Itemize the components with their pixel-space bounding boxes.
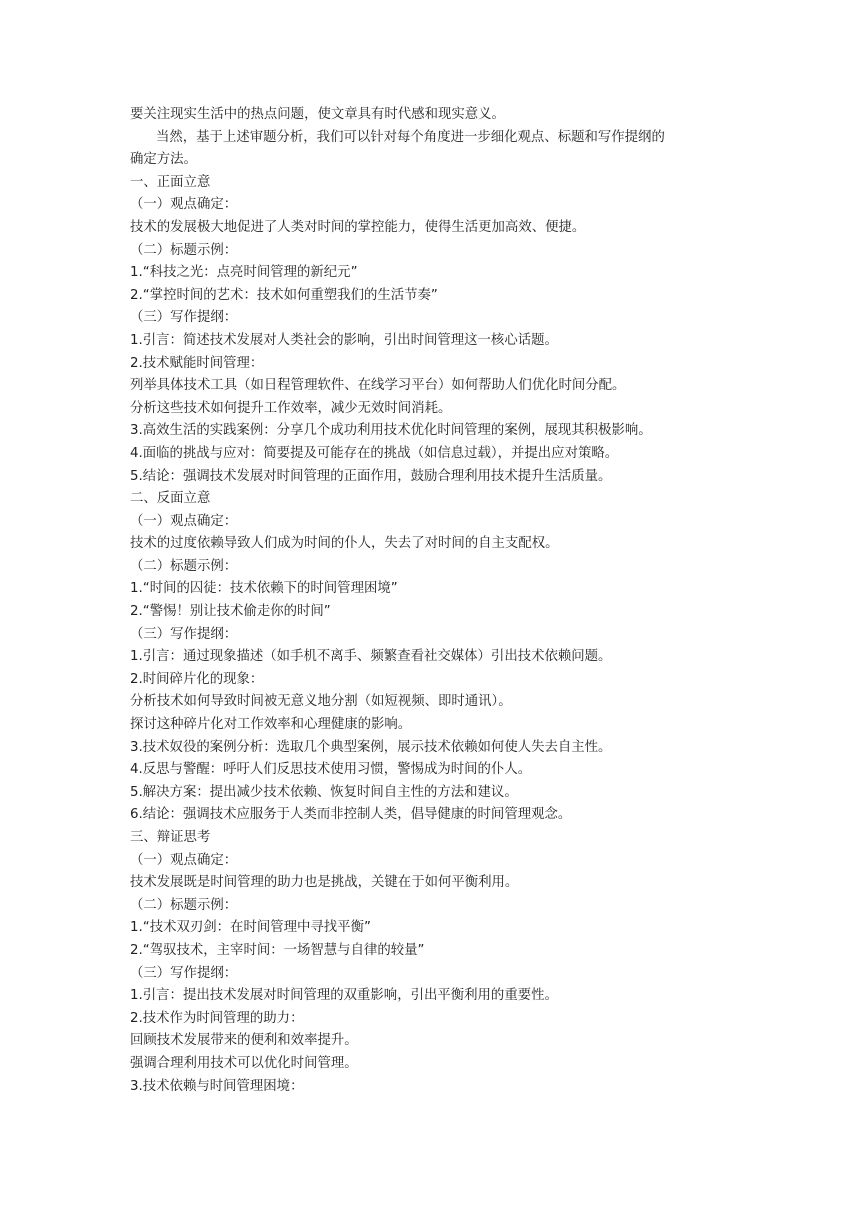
subsection-heading: （三）写作提纲： <box>130 965 238 981</box>
list-item: 1.“技术双刃剑：在时间管理中寻找平衡” <box>130 920 371 936</box>
paragraph-line: 要关注现实生活中的热点问题，使文章具有时代感和现实意义。 <box>130 107 505 122</box>
list-item: 2.“掌控时间的艺术：技术如何重塑我们的生活节奏” <box>130 287 438 303</box>
list-item: 2.技术赋能时间管理： <box>130 355 264 371</box>
list-item: 1.引言：提出技术发展对时间管理的双重影响，引出平衡利用的重要性。 <box>130 988 558 1004</box>
subsection-heading: （一）观点确定： <box>130 513 238 529</box>
list-item: 4.反思与警醒：呼吁人们反思技术使用习惯，警惕成为时间的仆人。 <box>130 762 532 778</box>
section-heading: 三、辩证思考 <box>130 830 211 845</box>
list-item: 2.“警惕！别让技术偷走你的时间” <box>130 604 331 620</box>
subsection-heading: （三）写作提纲： <box>130 626 238 642</box>
section-heading: 二、反面立意 <box>130 491 211 507</box>
paragraph-line: 技术的过度依赖导致人们成为时间的仆人，失去了对时间的自主支配权。 <box>130 536 559 552</box>
list-item: 2.时间碎片化的现象： <box>130 671 264 687</box>
list-item: 5.结论：强调技术发展对时间管理的正面作用，鼓励合理利用技术提升生活质量。 <box>130 468 612 484</box>
paragraph-line: 回顾技术发展带来的便利和效率提升。 <box>130 1033 358 1049</box>
list-item: 5.解决方案：提出减少技术依赖、恢复时间自主性的方法和建议。 <box>130 784 518 800</box>
section-heading: 一、正面立意 <box>130 174 211 190</box>
paragraph-line: 分析技术如何导致时间被无意义地分割（如短视频、即时通讯）。 <box>130 694 512 710</box>
paragraph-line: 强调合理利用技术可以优化时间管理。 <box>130 1055 358 1071</box>
subsection-heading: （二）标题示例： <box>130 897 238 913</box>
list-item: 6.结论：强调技术应服务于人类而非控制人类，倡导健康的时间管理观念。 <box>130 807 572 823</box>
list-item: 1.“科技之光：点亮时间管理的新纪元” <box>130 265 358 281</box>
subsection-heading: （一）观点确定： <box>130 197 238 213</box>
list-item: 1.引言：通过现象描述（如手机不离手、频繁查看社交媒体）引出技术依赖问题。 <box>130 649 612 665</box>
subsection-heading: （三）写作提纲： <box>130 310 238 326</box>
paragraph-line: 技术发展既是时间管理的助力也是挑战，关键在于如何平衡利用。 <box>130 875 519 891</box>
list-item: 2.技术作为时间管理的助力： <box>130 1010 304 1026</box>
list-item: 2.“驾驭技术，主宰时间：一场智慧与自律的较量” <box>130 942 425 958</box>
paragraph-line: 分析这些技术如何提升工作效率，减少无效时间消耗。 <box>130 400 452 416</box>
document-body <box>130 104 735 1098</box>
subsection-heading: （一）观点确定： <box>130 852 238 868</box>
subsection-heading: （二）标题示例： <box>130 242 238 258</box>
paragraph-line: 探讨这种碎片化对工作效率和心理健康的影响。 <box>130 717 412 733</box>
paragraph-line: 当然，基于上述审题分析，我们可以针对每个角度进一步细化观点、标题和写作提纲的 <box>156 129 665 145</box>
list-item: 3.高效生活的实践案例：分享几个成功利用技术优化时间管理的案例，展现其积极影响。 <box>130 423 652 439</box>
list-item: 1.“时间的囚徒：技术依赖下的时间管理困境” <box>130 581 398 597</box>
list-item: 3.技术依赖与时间管理困境： <box>130 1078 304 1094</box>
paragraph-line: 技术的发展极大地促进了人类对时间的掌控能力，使得生活更加高效、便捷。 <box>130 219 586 235</box>
paragraph-line: 确定方法。 <box>130 152 197 168</box>
paragraph-line: 列举具体技术工具（如日程管理软件、在线学习平台）如何帮助人们优化时间分配。 <box>130 378 626 394</box>
subsection-heading: （二）标题示例： <box>130 558 238 574</box>
list-item: 3.技术奴役的案例分析：选取几个典型案例，展示技术依赖如何使人失去自主性。 <box>130 739 612 755</box>
list-item: 4.面临的挑战与应对：简要提及可能存在的挑战（如信息过载），并提出应对策略。 <box>130 445 619 461</box>
list-item: 1.引言：简述技术发展对人类社会的影响，引出时间管理这一核心话题。 <box>130 332 558 348</box>
